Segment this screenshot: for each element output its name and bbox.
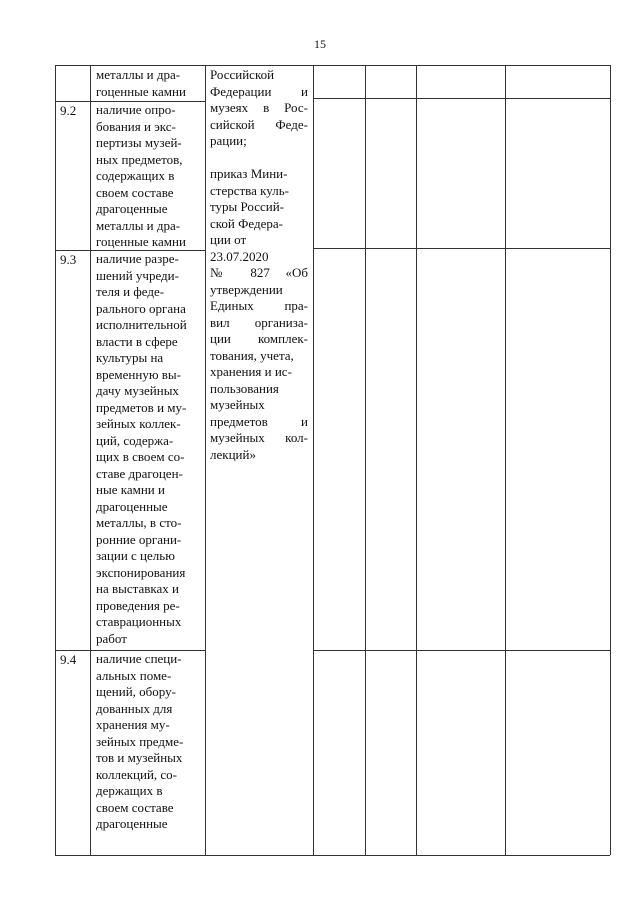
text-line: содержащих в	[96, 168, 175, 183]
text-line: пертизы музей-	[96, 135, 182, 150]
text-line: наличие опро-	[96, 102, 176, 117]
table-border-vertical	[55, 65, 56, 855]
text-line: ных предметов,	[96, 151, 183, 167]
text-line: дачу музейных	[96, 383, 179, 398]
text-line: № 827 «Об	[210, 265, 308, 280]
text-line: ные камни и	[96, 482, 165, 497]
text-line: бования и экс-	[96, 118, 176, 134]
text-line: своем составе	[96, 184, 174, 200]
text-line: драгоценные	[96, 201, 168, 216]
text-line: приказ Мини-	[210, 166, 288, 181]
row-divider	[313, 248, 610, 249]
text-line: зации с целью	[96, 548, 175, 563]
text-line: стерства куль-	[210, 182, 289, 198]
table-border-vertical	[90, 65, 91, 855]
text-line: зейных предме-	[96, 733, 184, 749]
text-line: держащих в	[96, 783, 163, 798]
text-line: наличие специ-	[96, 651, 182, 666]
text-line: культуры на	[96, 350, 164, 365]
text-line: сийской Феде-	[210, 116, 308, 132]
text-line: гоценные камни	[96, 234, 186, 249]
page-number: 15	[314, 37, 326, 51]
text-line: проведения ре-	[96, 597, 180, 613]
row-number: 9.4	[60, 652, 77, 667]
text-line: тов и музейных	[96, 750, 183, 765]
table-border-vertical	[505, 65, 506, 855]
text-line: предметов и	[210, 413, 308, 429]
row-number: 9.3	[60, 252, 77, 267]
text-line: пользования	[210, 380, 279, 396]
text-line: хранения и ис-	[210, 364, 292, 379]
table-border-vertical	[416, 65, 417, 855]
table-border-bottom	[55, 855, 610, 856]
text-line: власти в сфере	[96, 333, 178, 349]
text-line: вил организа-	[210, 314, 308, 330]
text-line: тования, учета,	[210, 347, 294, 363]
text-line: Единых пра-	[210, 298, 308, 313]
table-border-vertical	[205, 65, 206, 855]
text-line: гоценные камни	[96, 83, 186, 99]
text-line: щений, обору-	[96, 684, 176, 699]
requirement-text	[96, 251, 204, 647]
text-line: металлы и дра-	[96, 217, 181, 233]
text-line: ций, содержа-	[96, 432, 174, 448]
text-line: рального органа	[96, 300, 186, 316]
table-border-vertical	[313, 65, 314, 855]
text-line: исполнительной	[96, 317, 187, 332]
text-line: ской Федера-	[210, 215, 283, 231]
text-line: наличие разре-	[96, 251, 179, 266]
row-divider	[313, 650, 610, 651]
row-number: 9.2	[60, 103, 77, 118]
text-line: ставрационных	[96, 614, 182, 629]
text-line: металлы и дра-	[96, 67, 181, 82]
text-line: 23.07.2020	[210, 248, 269, 264]
text-line: ронние органи-	[96, 531, 182, 547]
text-line: экспонирования	[96, 564, 186, 580]
table-border-top	[55, 65, 610, 66]
text-line: предметов и му-	[96, 399, 187, 415]
table-border-vertical	[610, 65, 611, 855]
text-line: музеях в Рос-	[210, 100, 308, 115]
text-line: временную вы-	[96, 366, 181, 382]
text-line: ции комплек-	[210, 331, 308, 346]
text-line: работ	[96, 630, 127, 646]
text-line: утверждении	[210, 281, 283, 297]
text-line: щих в своем со-	[96, 449, 185, 464]
requirement-text	[96, 651, 204, 833]
text-line: коллекций, со-	[96, 766, 178, 782]
row-divider	[313, 98, 610, 99]
text-line: альных поме-	[96, 667, 172, 683]
text-line: Российской	[210, 67, 275, 82]
requirement-text	[96, 67, 204, 100]
text-line	[210, 150, 308, 167]
table-border-vertical	[365, 65, 366, 855]
text-line: драгоценные	[96, 816, 168, 831]
text-line: дованных для	[96, 700, 173, 716]
text-line: хранения му-	[96, 717, 170, 732]
text-line: ции от	[210, 232, 247, 247]
text-line: драгоценные	[96, 498, 168, 514]
text-line: Федерации и	[210, 83, 308, 99]
text-line: рации;	[210, 133, 247, 148]
legal-basis-text	[210, 67, 308, 463]
requirement-text	[96, 102, 204, 251]
text-line: музейных	[210, 397, 265, 412]
text-line: металлы, в сто-	[96, 515, 182, 530]
text-line: шений учреди-	[96, 267, 179, 283]
text-line: туры Россий-	[210, 199, 285, 214]
text-line: теля и феде-	[96, 284, 165, 299]
text-line: своем составе	[96, 799, 174, 815]
text-line: ставе драгоцен-	[96, 465, 183, 481]
text-line: на выставках и	[96, 581, 179, 596]
text-line: музейных кол-	[210, 430, 308, 445]
text-line: зейных коллек-	[96, 416, 181, 431]
text-line: лекций»	[210, 446, 256, 462]
